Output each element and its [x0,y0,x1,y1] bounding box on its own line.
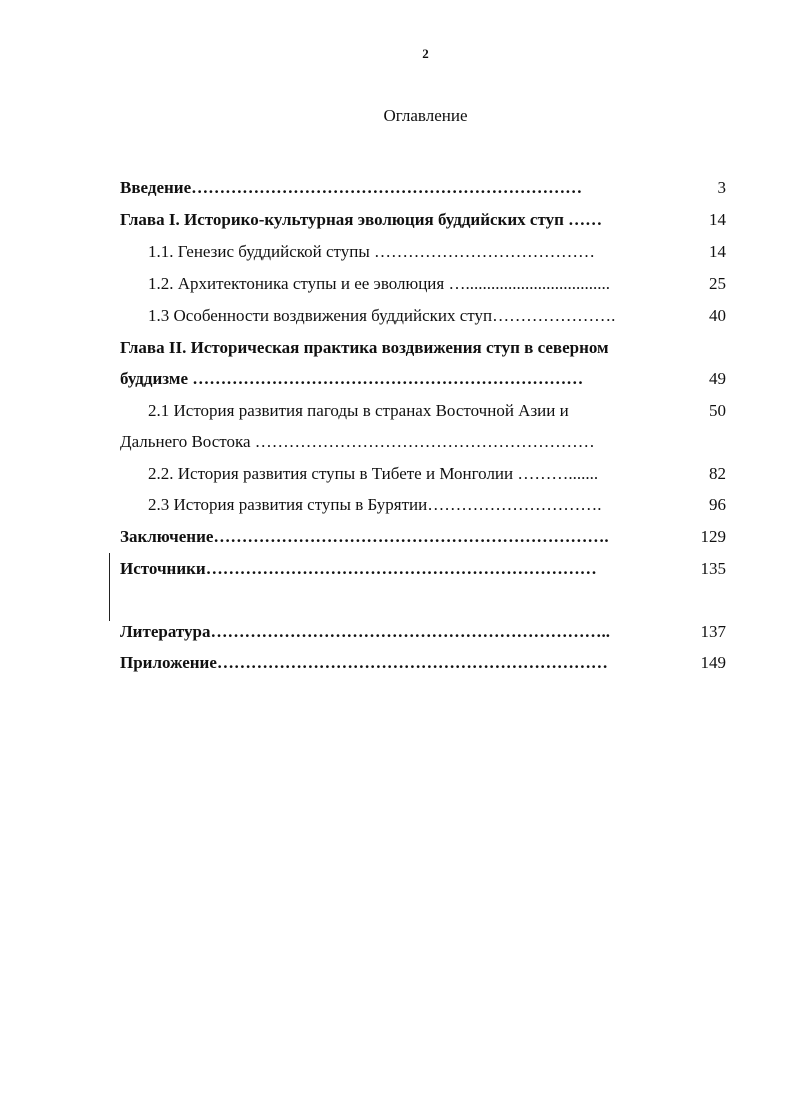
toc-entry-section-2-1 [148,399,569,423]
toc-entry-chapter-2-cont [120,367,583,391]
toc-entry-page: 14 [709,242,726,261]
toc-entry-text: 1.2. Архитектоника ступы и ее эволюция ….................................. [148,274,610,293]
toc-entry-text: буддизме …………………………………………………………… [120,369,584,388]
toc-entry-text: 1.3 Особенности воздвижения буддийских ступ…………………. [148,306,616,325]
toc-entry-text: Заключение……………………………………………………………. [120,527,609,546]
toc-entry-page: 50 [709,401,726,420]
toc-entry-sources [120,557,597,581]
toc-entry-text: Источники…………………………………………………………… [120,559,597,578]
toc-entry-section-1-3 [148,304,615,328]
toc-entry-page: 25 [709,274,726,293]
toc-entry-section-2-1-cont [120,430,595,454]
toc-entry-text: Введение…………………………………………………………… [120,178,583,197]
toc-entry-text: Дальнего Востока …………………………………………………… [120,432,595,451]
toc-entry-page: 49 [709,369,726,388]
toc-entry-text: 1.1. Генезис буддийской ступы ………………………………… [148,242,596,261]
toc-entry-section-1-2 [148,272,610,296]
toc-entry-text: 2.3 История развития ступы в Бурятии…………………………. [148,495,602,514]
toc-entry-text: Приложение…………………………………………………………… [120,653,608,672]
toc-entry-chapter-1 [120,208,602,232]
toc-entry-text: Глава I. Историко-культурная эволюция буддийских ступ …… [120,210,603,229]
toc-entry-page: 137 [700,622,726,641]
toc-entry-chapter-2 [120,336,609,360]
toc-entry-literature [120,620,610,644]
toc-entry-section-1-1 [148,240,595,264]
toc-entry-page: 40 [709,306,726,325]
toc-entry-section-2-3 [148,493,602,517]
toc-entry-page: 3 [717,178,726,197]
toc-entry-page: 14 [709,210,726,229]
toc-entry-page: 82 [709,464,726,483]
toc-entry-section-2-2 [148,462,598,486]
toc-entry-page: 96 [709,495,726,514]
toc-entry-text: 2.1 История развития пагоды в странах Восточной Азии и [148,401,569,420]
toc-entry-conclusion [120,525,609,549]
toc-entry-introduction [120,176,582,200]
margin-mark [109,553,110,621]
toc-entry-page: 135 [700,559,726,578]
toc-entry-page: 129 [700,527,726,546]
toc-entry-text: Глава II. Историческая практика воздвижения ступ в северном [120,338,609,357]
toc-entry-page: 149 [700,653,726,672]
page-title: Оглавление [383,106,468,125]
toc-entry-appendix [120,651,608,675]
toc-entry-text: 2.2. История развития ступы в Тибете и Монголии ………....... [148,464,599,483]
page-number: 2 [422,46,429,61]
toc-entry-text: Литература…………………………………………………………….. [120,622,610,641]
